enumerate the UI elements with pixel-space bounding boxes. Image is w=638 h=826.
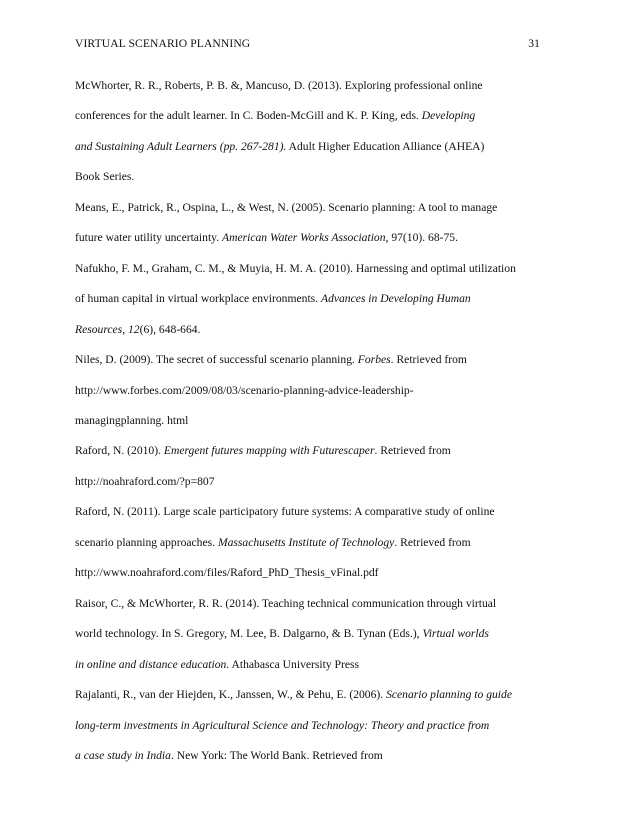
reference-text: Book Series.	[75, 170, 135, 184]
reference-entry	[75, 497, 555, 588]
reference-entry	[75, 345, 555, 436]
italic-text: Forbes	[357, 353, 391, 367]
reference-text: managingplanning. html	[75, 413, 189, 427]
italic-text: Massachusetts Institute of Technology	[217, 535, 395, 549]
reference-text: Raisor, C., & McWhorter, R. R. (2014). Teaching technical communication through virtual	[75, 596, 497, 610]
reference-entry	[75, 71, 555, 193]
reference-text: Raford, N. (2010).	[75, 444, 164, 458]
reference-line	[75, 254, 555, 284]
reference-line	[75, 132, 555, 162]
reference-line	[75, 619, 555, 649]
reference-entry	[75, 436, 555, 497]
reference-text: 97(10). 68-75.	[388, 231, 458, 245]
reference-line	[75, 711, 555, 741]
reference-line	[75, 101, 555, 131]
page-header	[75, 37, 540, 50]
reference-line	[75, 284, 555, 314]
reference-text: http://noahraford.com/?p=807	[75, 474, 215, 488]
reference-line	[75, 345, 555, 375]
reference-line	[75, 315, 555, 345]
reference-text: future water utility uncertainty.	[75, 231, 223, 245]
reference-text: . Retrieved from	[394, 535, 471, 549]
italic-text: long-term investments in Agricultural Science and Technology: Theory and practice from	[75, 718, 490, 732]
reference-text: conferences for the adult learner. In C. Boden-McGill and K. P. King, eds.	[75, 109, 422, 123]
running-head: VIRTUAL SCENARIO PLANNING	[75, 37, 251, 50]
reference-entry	[75, 254, 555, 345]
italic-text: and Sustaining Adult Learners (pp. 267-281).	[75, 139, 287, 153]
reference-line	[75, 650, 555, 680]
reference-line	[75, 376, 555, 406]
reference-text: of human capital in virtual workplace environments.	[75, 292, 321, 306]
italic-text: Virtual worlds	[422, 627, 489, 641]
reference-line	[75, 223, 555, 253]
reference-text: Adult Higher Education Alliance (AHEA)	[286, 139, 485, 153]
page-number: 31	[528, 37, 540, 50]
reference-text: http://www.forbes.com/2009/08/03/scenario-planning-advice-leadership-	[75, 383, 414, 397]
reference-line	[75, 467, 555, 497]
italic-text: Resources, 12	[75, 322, 140, 336]
italic-text: in online and distance education.	[75, 657, 230, 671]
italic-text: American Water Works Association,	[222, 231, 389, 245]
italic-text: a case study in India	[75, 748, 171, 762]
reference-line	[75, 497, 555, 527]
reference-list	[75, 71, 555, 771]
reference-text: Raford, N. (2011). Large scale participatory future systems: A comparative study of online	[75, 505, 495, 519]
reference-line	[75, 436, 555, 466]
reference-line	[75, 589, 555, 619]
reference-entry	[75, 589, 555, 680]
reference-text: Rajalanti, R., van der Hiejden, K., Janssen, W., & Pehu, E. (2006).	[75, 688, 387, 702]
italic-text: Scenario planning to guide	[386, 688, 512, 702]
reference-text: http://www.noahraford.com/files/Raford_PhD_Thesis_vFinal.pdf	[75, 566, 379, 580]
reference-text: . New York: The World Bank. Retrieved from	[170, 748, 383, 762]
reference-line	[75, 406, 555, 436]
reference-text: scenario planning approaches.	[75, 535, 218, 549]
reference-text: (6), 648-664.	[139, 322, 201, 336]
reference-text: McWhorter, R. R., Roberts, P. B. &, Mancuso, D. (2013). Exploring professional online	[75, 79, 483, 92]
reference-text: . Retrieved from	[390, 353, 467, 367]
reference-line	[75, 162, 555, 192]
reference-line	[75, 71, 555, 101]
reference-entry	[75, 680, 555, 771]
reference-line	[75, 528, 555, 558]
reference-text: Athabasca University Press	[229, 657, 359, 671]
reference-text: Niles, D. (2009). The secret of successful scenario planning.	[75, 353, 358, 367]
reference-text: Nafukho, F. M., Graham, C. M., & Muyia, H. M. A. (2010). Harnessing and optimal utilization	[75, 261, 516, 275]
italic-text: Advances in Developing Human	[320, 292, 471, 306]
italic-text: Developing	[421, 109, 476, 123]
reference-line	[75, 741, 555, 771]
reference-line	[75, 558, 555, 588]
reference-text: Means, E., Patrick, R., Ospina, L., & West, N. (2005). Scenario planning: A tool to manage	[75, 200, 498, 214]
reference-line	[75, 680, 555, 710]
italic-text: Emergent futures mapping with Futurescaper	[163, 444, 375, 458]
reference-text: world technology. In S. Gregory, M. Lee, B. Dalgarno, & B. Tynan (Eds.),	[75, 627, 423, 641]
reference-line	[75, 193, 555, 223]
reference-entry	[75, 193, 555, 254]
reference-text: . Retrieved from	[374, 444, 451, 458]
